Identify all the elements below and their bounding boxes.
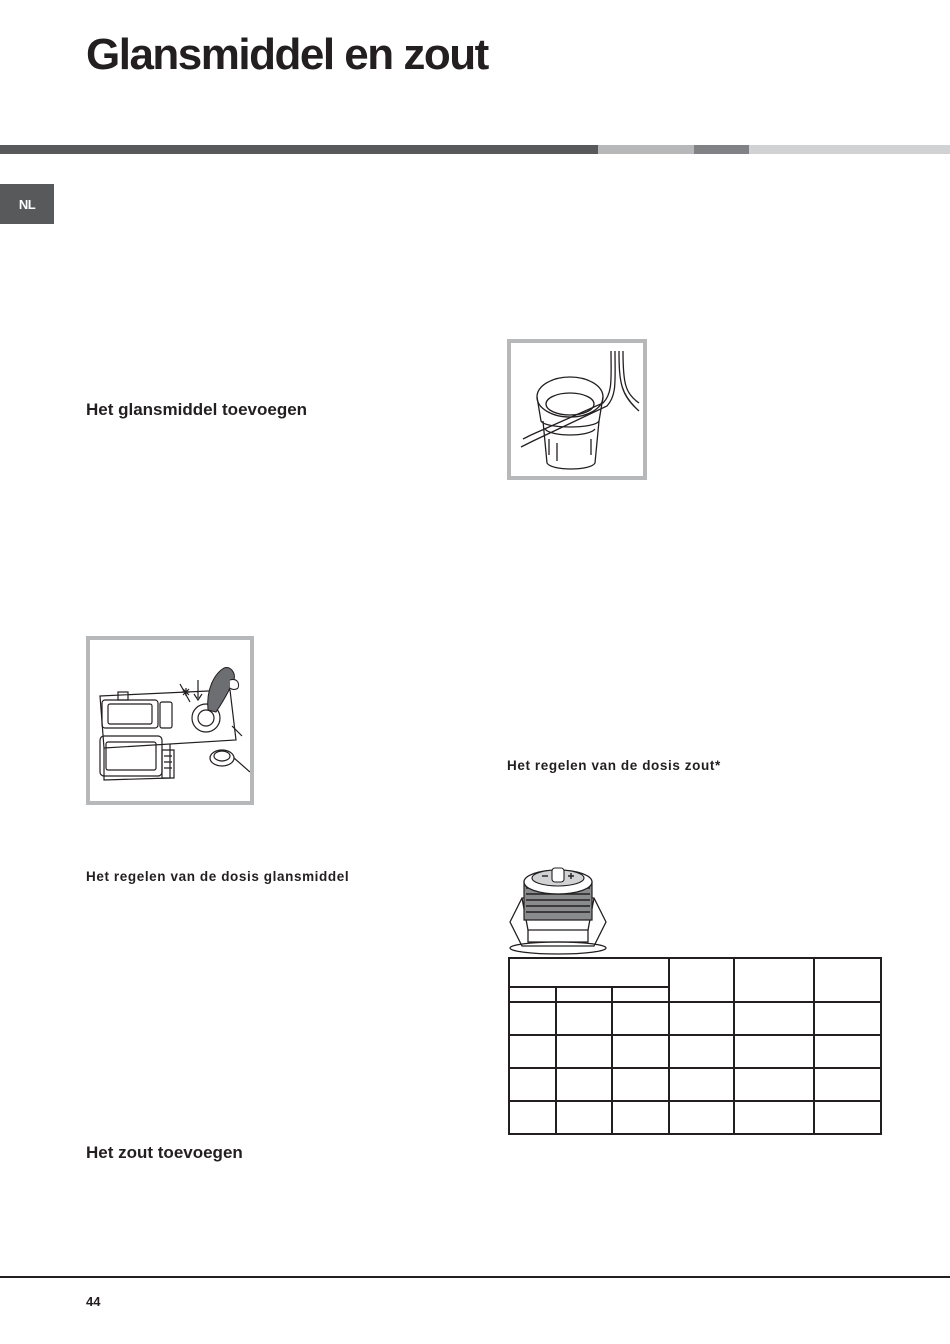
table-cell (669, 1068, 734, 1101)
table-row (509, 1101, 881, 1134)
table-cell (612, 1035, 669, 1068)
table-row (509, 1035, 881, 1068)
table-cell (612, 1002, 669, 1035)
table-cell (509, 1035, 556, 1068)
table-cell (814, 1068, 881, 1101)
table-cell (734, 958, 815, 1002)
rinse-aid-dose-heading: Het regelen van de dosis glansmiddel (86, 869, 350, 884)
salt-funnel-illustration (511, 343, 643, 476)
table-cell (669, 1035, 734, 1068)
table-cell (556, 1035, 613, 1068)
table-cell (814, 1035, 881, 1068)
table-cell (814, 1002, 881, 1035)
table-cell (669, 1101, 734, 1134)
table-cell (734, 1068, 815, 1101)
table-cell (734, 1101, 815, 1134)
table-cell (612, 1101, 669, 1134)
rinse-aid-heading: Het glansmiddel toevoegen (86, 400, 308, 419)
footer-rule (0, 1276, 950, 1278)
salt-cap-illustration (506, 862, 610, 956)
table-cell (509, 1002, 556, 1035)
rinse-aid-dispenser-figure (86, 636, 254, 805)
table-cell (509, 958, 669, 987)
table-row (509, 1068, 881, 1101)
table-cell (669, 1002, 734, 1035)
header-rule-pale (749, 145, 950, 154)
table-cell (556, 1002, 613, 1035)
header-rule-dark (0, 145, 598, 154)
table-cell (509, 1068, 556, 1101)
page-number: 44 (86, 1294, 101, 1309)
table-cell (669, 958, 734, 1002)
language-tab: NL (0, 184, 54, 224)
table-cell (556, 1101, 613, 1134)
table-cell (734, 1002, 815, 1035)
table-cell (509, 987, 556, 1002)
table-cell (814, 958, 881, 1002)
table-cell (556, 987, 613, 1002)
page-title: Glansmiddel en zout (86, 30, 488, 79)
rinse-aid-dispenser-illustration (90, 640, 250, 801)
table-cell (734, 1035, 815, 1068)
table-row (509, 958, 881, 987)
salt-dosage-table (508, 957, 882, 1135)
table-cell (612, 1068, 669, 1101)
table-cell (814, 1101, 881, 1134)
salt-funnel-figure (507, 339, 647, 480)
salt-heading: Het zout toevoegen (86, 1143, 243, 1162)
header-rule-light (598, 145, 694, 154)
table-cell (612, 987, 669, 1002)
table-cell (509, 1101, 556, 1134)
table-row (509, 1002, 881, 1035)
table-cell (556, 1068, 613, 1101)
header-rule-mid (694, 145, 749, 154)
salt-dose-heading: Het regelen van de dosis zout* (507, 758, 721, 773)
